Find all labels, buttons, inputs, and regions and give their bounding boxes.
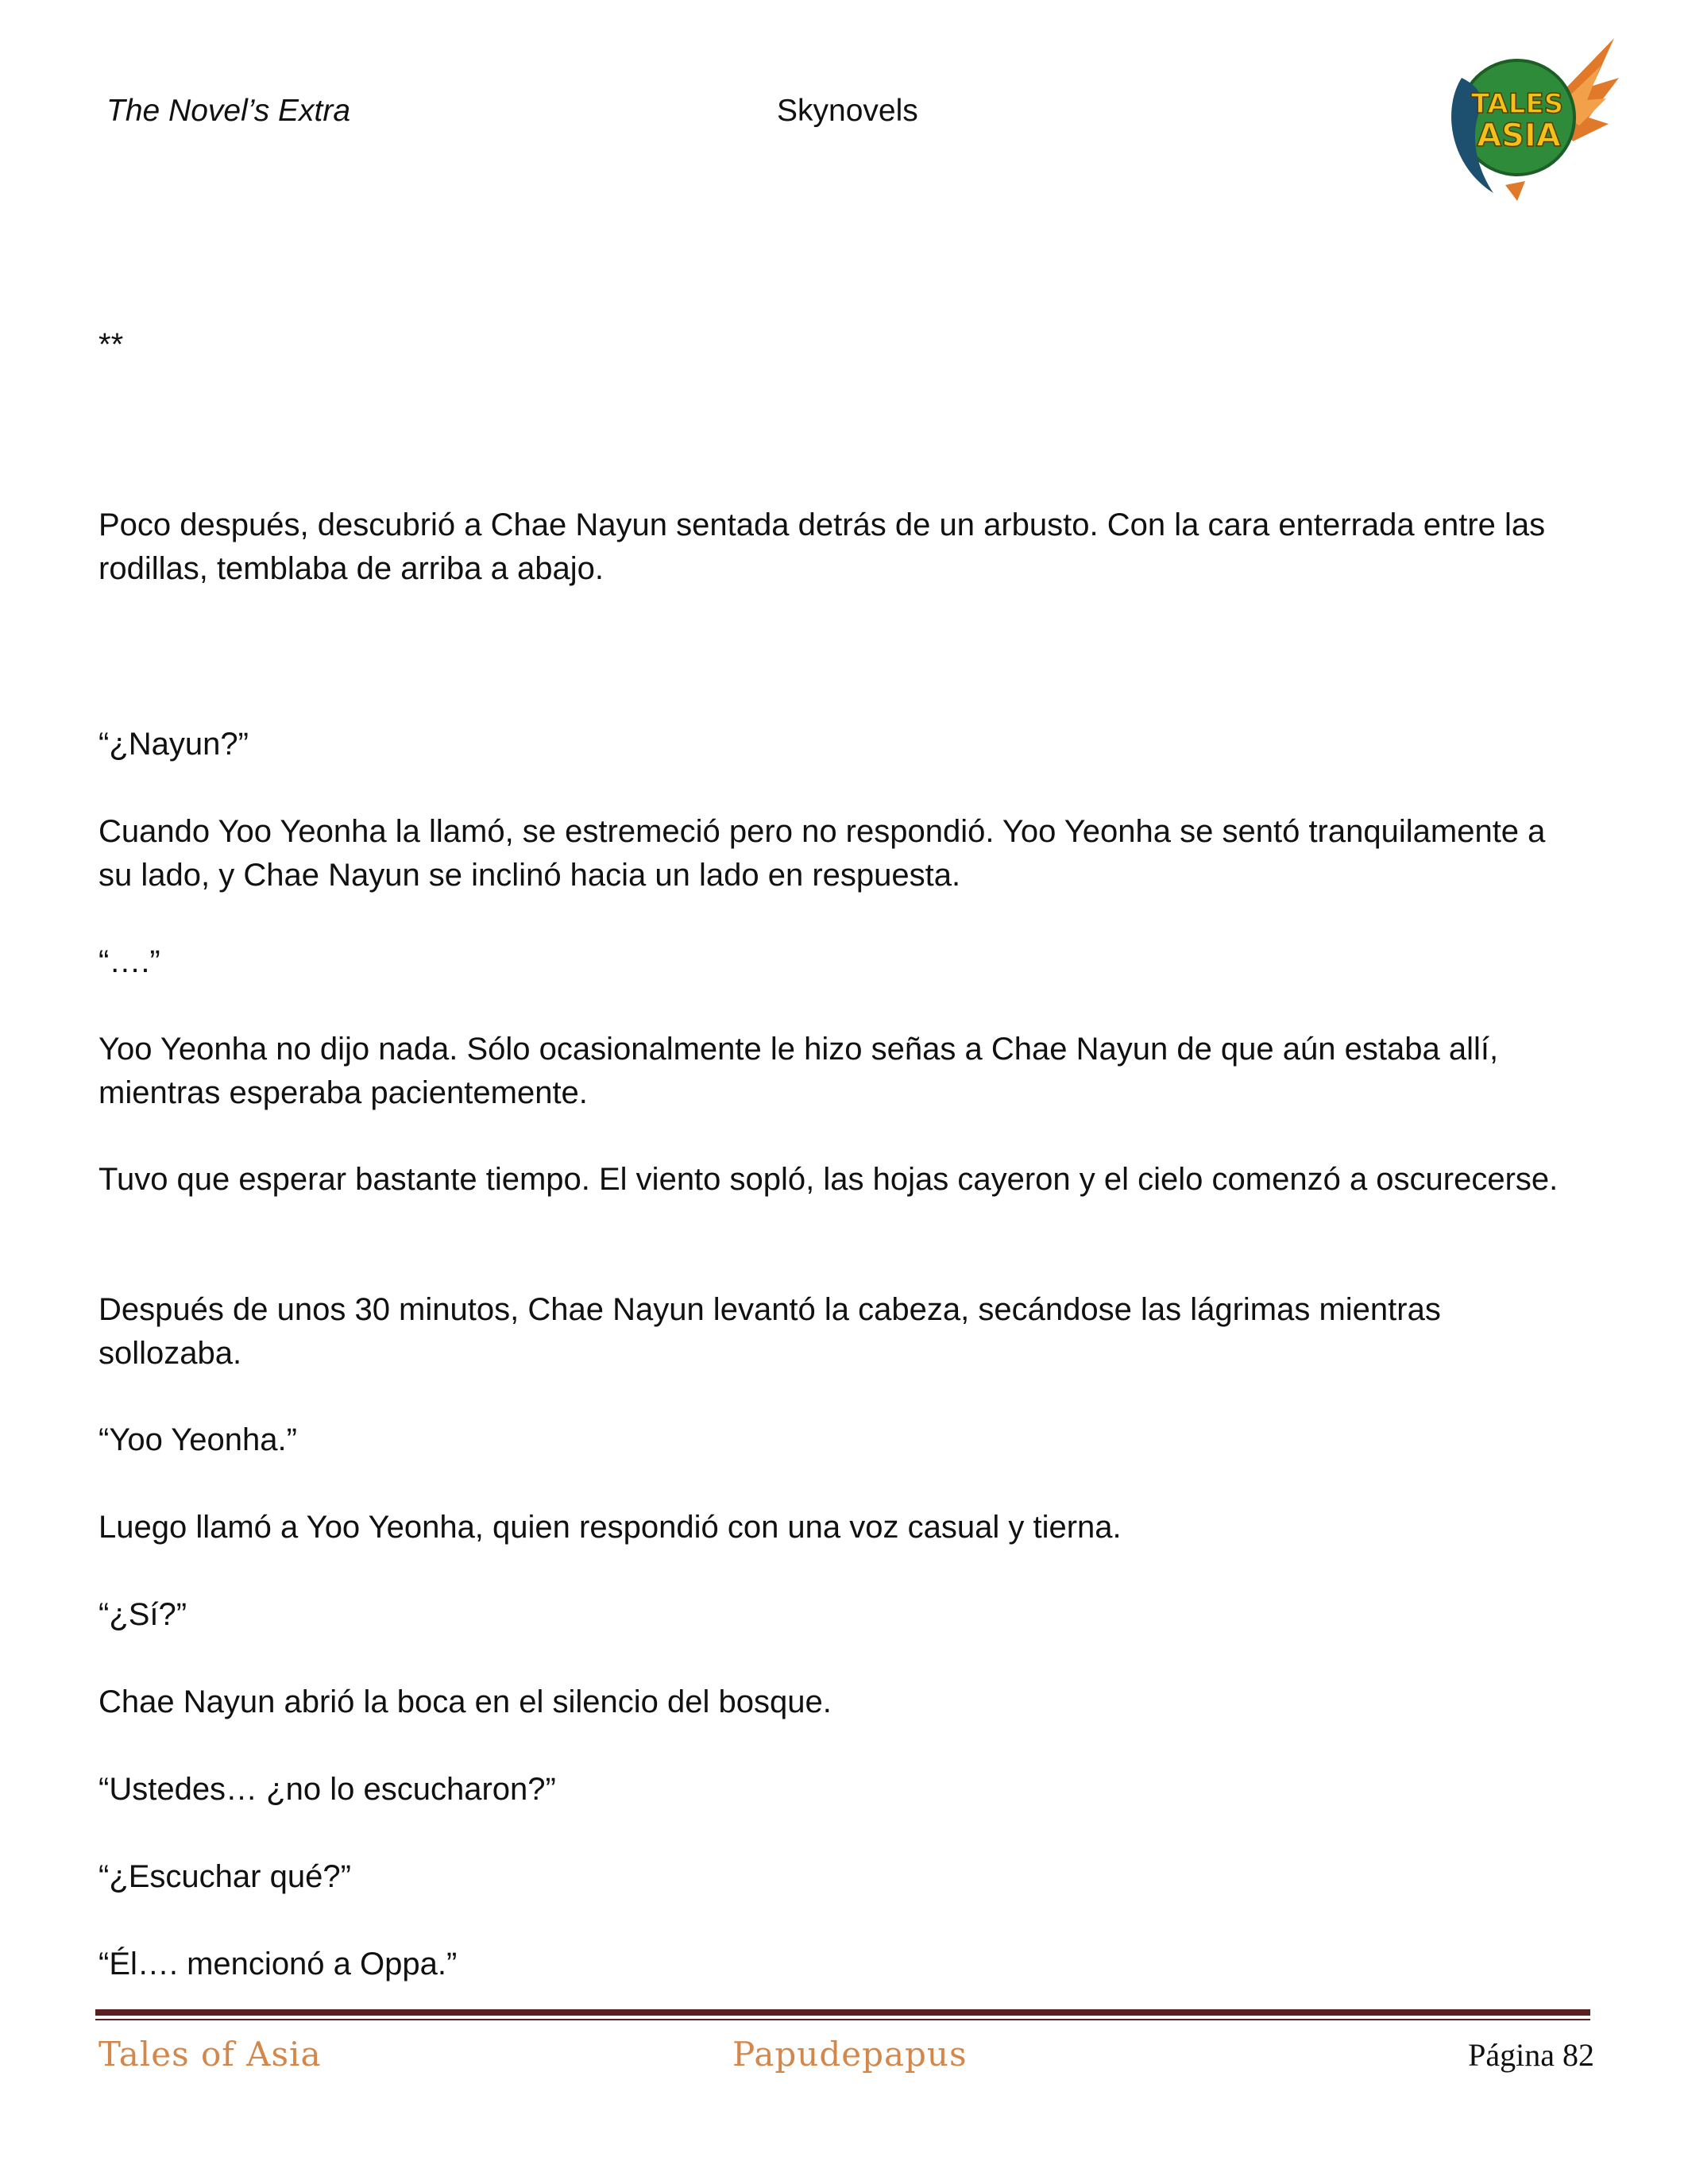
footer-divider-thin — [95, 2019, 1590, 2020]
header-site-name: Skynovels — [777, 94, 918, 128]
footer-site-name: Tales of Asia — [98, 2035, 322, 2074]
dialogue-line: “Él…. mencionó a Oppa.” — [98, 1947, 458, 1981]
paragraph: Poco después, descubrió a Chae Nayun sentada detrás de un arbusto. Con la cara enterrada entre las rodillas, temblaba de arriba a abajo. — [98, 507, 1546, 586]
dialogue-line: “Yoo Yeonha.” — [98, 1422, 297, 1457]
footer-divider — [95, 2009, 1590, 2016]
header-novel-title: The Novel’s Extra — [106, 94, 351, 128]
dialogue-line: “¿Nayun?” — [98, 727, 249, 762]
paragraph: Chae Nayun abrió la boca en el silencio del bosque. — [98, 1684, 832, 1719]
logo-text-bottom: ASIA — [1477, 118, 1561, 154]
paragraph: Después de unos 30 minutos, Chae Nayun levantó la cabeza, secándose las lágrimas mientras sollozaba. — [98, 1292, 1441, 1371]
dialogue-line: “….” — [98, 944, 160, 979]
paragraph: Cuando Yoo Yeonha la llamó, se estremeció pero no respondió. Yoo Yeonha se sentó tranquilamente a su lado, y Chae Nayun se inclinó hacia un lado en respuesta. — [98, 814, 1546, 893]
dialogue-line: “Ustedes… ¿no lo escucharon?” — [98, 1772, 556, 1807]
paragraph: Yoo Yeonha no dijo nada. Sólo ocasionalmente le hizo señas a Chae Nayun de que aún estaba allí, mientras esperaba pacientemente. — [98, 1032, 1499, 1110]
page-number: Página 82 — [1468, 2037, 1594, 2073]
footer-translator: Papudepapus — [732, 2035, 968, 2074]
dialogue-line: “¿Sí?” — [98, 1597, 187, 1632]
tales-of-asia-logo — [1430, 30, 1620, 205]
paragraph: Tuvo que esperar bastante tiempo. El viento sopló, las hojas cayeron y el cielo comenzó a oscurecerse. — [98, 1162, 1559, 1197]
dialogue-line: “¿Escuchar qué?” — [98, 1859, 351, 1894]
paragraph: Luego llamó a Yoo Yeonha, quien respondió con una voz casual y tierna. — [98, 1510, 1122, 1545]
paragraph-separator: ** — [98, 327, 124, 362]
logo-text-top: TALES — [1470, 88, 1564, 120]
